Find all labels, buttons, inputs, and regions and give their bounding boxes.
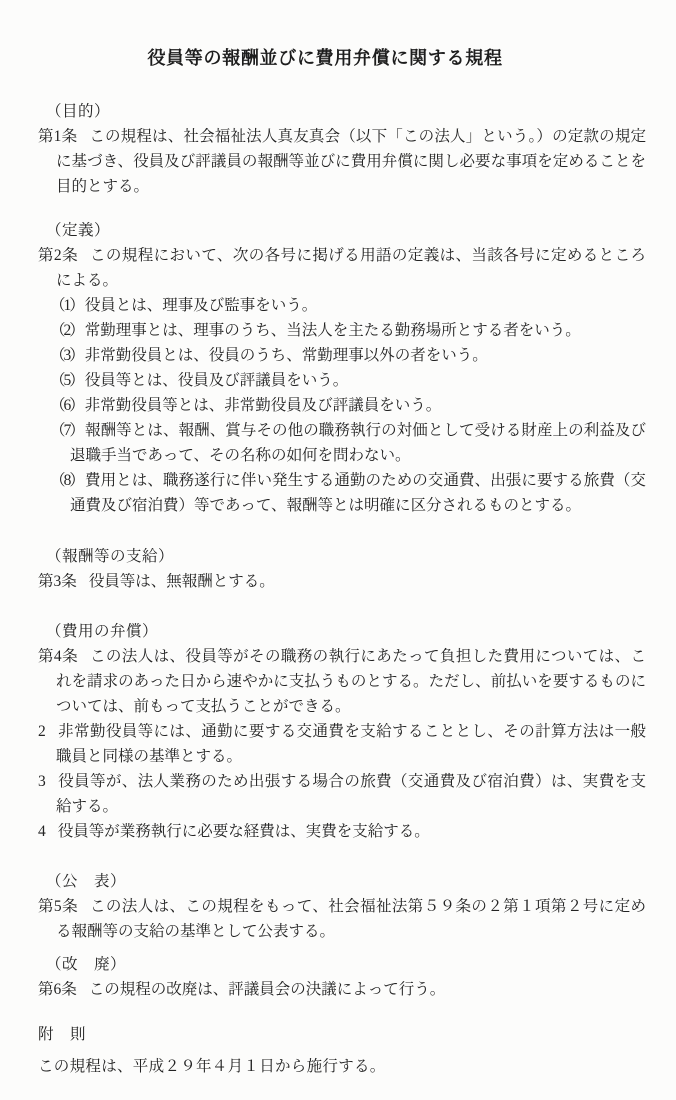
article-6-label: 第6条 <box>38 981 77 998</box>
article-5-text: この法人は、この規程をもって、社会福祉法第５９条の２第１項第２号に定める報酬等の支給の基準として公表する。 <box>56 898 646 940</box>
definition-item-5-num: （5） <box>50 372 83 389</box>
heading-remuneration: （報酬等の支給） <box>46 548 175 565</box>
heading-publication: （公 表） <box>46 873 127 890</box>
definition-item-8-text: 費用とは、職務遂行に伴い発生する通勤のための交通費、出張に要する旅費（交通費及び宿泊費）等であって、報酬等とは明確に区分されるものとする。 <box>70 472 646 514</box>
definition-item-7 <box>50 418 646 468</box>
article-4-text: この法人は、役員等がその職務の執行にあたって負担した費用については、これを請求のあった日から速やかに支払うものとする。ただし、前払いを要するものについては、前もって支払うことができる。 <box>56 648 646 715</box>
section-publication <box>38 869 646 944</box>
article-4-paragraph-4 <box>38 819 646 844</box>
section-definitions <box>38 218 646 518</box>
section-amendment <box>38 952 646 1002</box>
article-1 <box>38 124 646 199</box>
definition-item-1 <box>50 293 646 318</box>
definition-item-6-text: 非常勤役員等とは、非常勤役員及び評議員をいう。 <box>84 397 442 414</box>
definition-item-2-num: （2） <box>50 322 83 339</box>
section-remuneration <box>38 544 646 594</box>
article-1-text: この規程は、社会福祉法人真友真会（以下「この法人」という。）の定款の規定に基づき、役員及び評議員の報酬等並びに費用弁償に関し必要な事項を定めることを目的とする。 <box>56 128 646 195</box>
definition-item-8-num: （8） <box>50 472 84 489</box>
supplementary-text: この規程は、平成２９年４月１日から施行する。 <box>38 1058 386 1075</box>
definition-item-8 <box>50 468 646 518</box>
article-4-paragraph-4-label: 4 <box>38 823 46 840</box>
article-2 <box>38 243 646 293</box>
article-1-label: 第1条 <box>38 128 78 145</box>
article-4-paragraph-2-text: 非常勤役員等には、通勤に要する交通費を支給することとし、その計算方法は一般職員と同様の基準とする。 <box>56 723 646 765</box>
article-4-paragraph-2 <box>38 719 646 769</box>
definition-item-2 <box>50 318 646 343</box>
article-3-label: 第3条 <box>38 573 77 590</box>
article-4-paragraph-3-label: 3 <box>38 773 46 790</box>
definition-item-1-text: 役員とは、理事及び監事をいう。 <box>84 297 318 314</box>
definition-item-5 <box>50 368 646 393</box>
definition-item-5-text: 役員等とは、役員及び評議員をいう。 <box>84 372 349 389</box>
heading-expenses: （費用の弁償） <box>46 623 159 640</box>
article-5 <box>38 894 646 944</box>
definition-item-6-num: （6） <box>50 397 83 414</box>
article-4-label: 第4条 <box>38 648 78 665</box>
article-4-paragraph-4-text: 役員等が業務執行に必要な経費は、実費を支給する。 <box>57 823 430 840</box>
definition-item-2-text: 常勤理事とは、理事のうち、当法人を主たる勤務場所とする者をいう。 <box>84 322 581 339</box>
article-4 <box>38 644 646 719</box>
heading-purpose: （目的） <box>46 103 111 120</box>
section-supplementary <box>38 1022 646 1079</box>
definition-items <box>50 293 646 518</box>
definition-item-7-num: （7） <box>50 422 84 439</box>
section-purpose <box>38 99 646 199</box>
article-4-paragraph-2-label: 2 <box>38 723 46 740</box>
article-2-label: 第2条 <box>38 247 78 264</box>
article-3-text: 役員等は、無報酬とする。 <box>88 573 275 590</box>
definition-item-6 <box>50 393 646 418</box>
heading-definitions: （定義） <box>46 222 111 239</box>
definition-item-7-text: 報酬等とは、報酬、賞与その他の職務執行の対価として受ける財産上の利益及び退職手当であって、その名称の如何を問わない。 <box>70 422 646 464</box>
article-2-text: この規程において、次の各号に掲げる用語の定義は、当該各号に定めるところによる。 <box>56 247 646 289</box>
definition-item-3-text: 非常勤役員とは、役員のうち、常勤理事以外の者をいう。 <box>84 347 488 364</box>
definition-item-1-num: （1） <box>50 297 83 314</box>
article-3 <box>38 569 646 594</box>
section-expenses <box>38 619 646 844</box>
document-title: 役員等の報酬並びに費用弁償に関する規程 <box>147 48 503 68</box>
article-4-paragraph-3-text: 役員等が、法人業務のため出張する場合の旅費（交通費及び宿泊費）は、実費を支給する。 <box>56 773 646 815</box>
article-4-paragraph-3 <box>38 769 646 819</box>
article-5-label: 第5条 <box>38 898 78 915</box>
definition-item-3-num: （3） <box>50 347 83 364</box>
heading-amendment: （改 廃） <box>46 956 127 973</box>
article-6-text: この規程の改廃は、評議員会の決議によって行う。 <box>88 981 446 998</box>
article-6 <box>38 977 646 1002</box>
heading-supplementary: 附 則 <box>38 1026 87 1043</box>
definition-item-3 <box>50 343 646 368</box>
